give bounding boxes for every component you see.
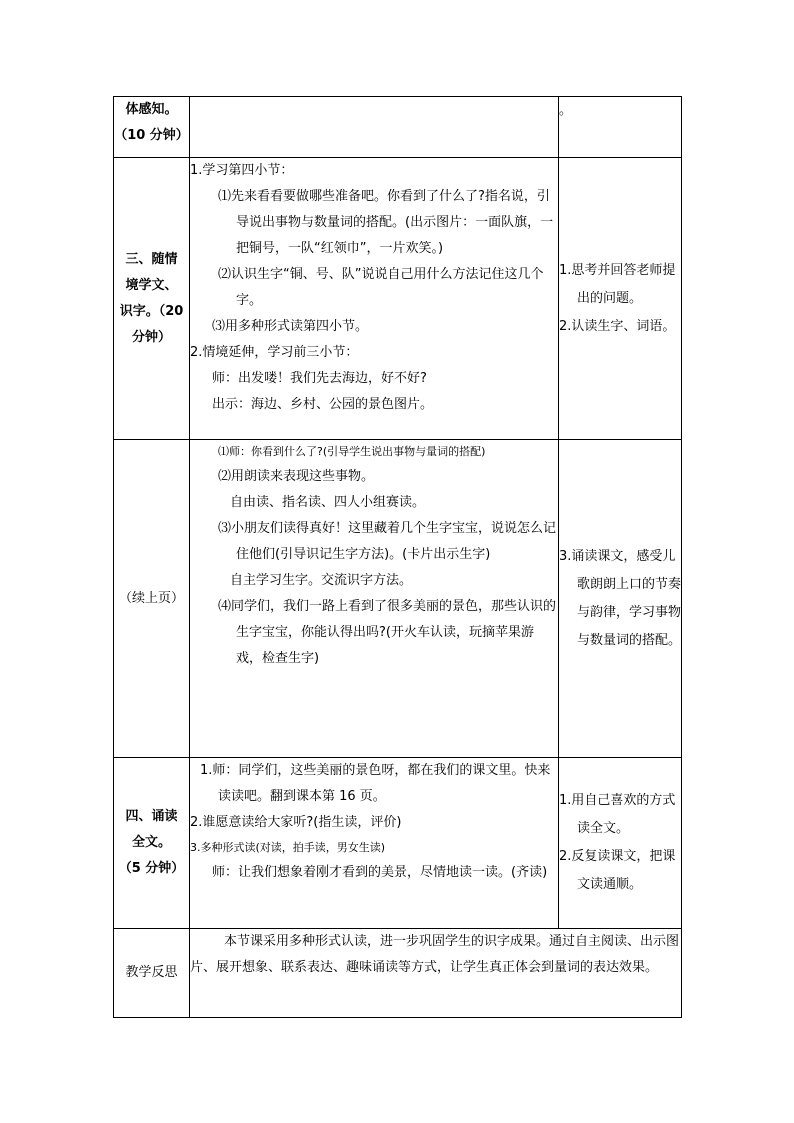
student-activity: 。 [559,103,573,118]
stage-label: 三、随情 境学文、 识字。（20 分钟） [119,251,184,345]
teacher-activity-cell [190,758,559,929]
stage-cell [114,440,190,758]
student-activity: 2.反复读课文，把课文读通顺。 [559,849,676,892]
student-activity: 1.思考并回答老师提出的问题。 [559,262,676,306]
reflection-text: 本节课采用多种形式认读，进一步巩固学生的识字成果。通过自主阅读、出示图片、展开想象、联系表达、趣味诵读等方式，让学生真正体会到量词的表达效果。 [190,934,680,975]
student-activity-cell [559,158,682,440]
stage-cell [114,158,190,440]
teacher-activity: 2.谁愿意读给大家听?(指生读，评价) [190,815,402,830]
teacher-activity: 1.学习第四小节： [190,163,294,178]
stage-label: 四、诵读 全文。 （5 分钟） [118,809,185,876]
student-activity: 1.用自己喜欢的方式读全文。 [559,793,676,836]
stage-label: 体感知。 （10 分钟） [114,102,189,143]
lesson-plan-table [113,96,682,1018]
student-activity-cell [559,758,682,929]
teacher-activity: 师：让我们想象着刚才看到的美景，尽情地读一读。(齐读) [212,865,548,880]
table-row [114,758,682,929]
stage-label: （续上页） [118,590,184,606]
teacher-activity: ⑶小朋友们读得真好！这里藏着几个生字宝宝，说说怎么记住他们(引导识记生字方法)。(卡片出示生字) [218,521,557,562]
teacher-activity: ⑵用朗读来表现这些事物。 [218,469,375,484]
teacher-activity: ⑴师：你看到什么了?(引导学生说出事物与量词的搭配) [218,445,486,458]
teacher-activity: 3.多种形式读(对读，拍手读，男女生读) [190,841,386,854]
teacher-activity: 1.师：同学们，这些美丽的景色呀，都在我们的课文里。快来读读吧。翻到课本第 16 页。 [200,763,551,804]
stage-cell [114,929,190,1018]
teacher-activity: 自主学习生字。交流识字方法。 [230,573,413,588]
teacher-activity-cell [190,158,559,440]
stage-cell [114,97,190,158]
table-row [114,97,682,158]
student-activity-cell [559,97,682,158]
teacher-activity: 2.情境延伸，学习前三小节： [190,345,359,360]
teacher-activity: ⑶用多种形式读第四小节。 [212,319,369,334]
teacher-activity: ⑵认识生字“铜、号、队”说说自己用什么方法记住这几个字。 [218,267,544,308]
table-row [114,929,682,1018]
teacher-activity-cell [190,440,559,758]
table-row [114,158,682,440]
student-activity: 2.认读生字、词语。 [559,318,676,334]
student-activity-cell [559,440,682,758]
stage-label: 教学反思 [125,965,178,980]
teacher-activity: 师：出发喽！我们先去海边，好不好? [212,371,427,386]
stage-cell [114,758,190,929]
reflection-cell [190,929,682,1018]
teacher-activity: 出示：海边、乡村、公园的景色图片。 [212,397,434,412]
teacher-activity-cell [190,97,559,158]
table-row [114,440,682,758]
teacher-activity: ⑴先来看看要做哪些准备吧。你看到了什么了?指名说，引导说出事物与数量词的搭配。(出示图片：一面队旗，一把铜号，一队“红领巾”，一片欢笑。) [218,189,554,256]
teacher-activity: ⑷同学们，我们一路上看到了很多美丽的景色，那些认识的生字宝宝，你能认得出吗?(开火车认读，玩摘苹果游戏，检查生字) [218,599,557,666]
student-activity: 3.诵读课文，感受儿歌朗朗上口的节奏与韵律，学习事物与数量词的搭配。 [559,548,682,648]
teacher-activity: 自由读、指名读、四人小组赛读。 [230,495,426,510]
